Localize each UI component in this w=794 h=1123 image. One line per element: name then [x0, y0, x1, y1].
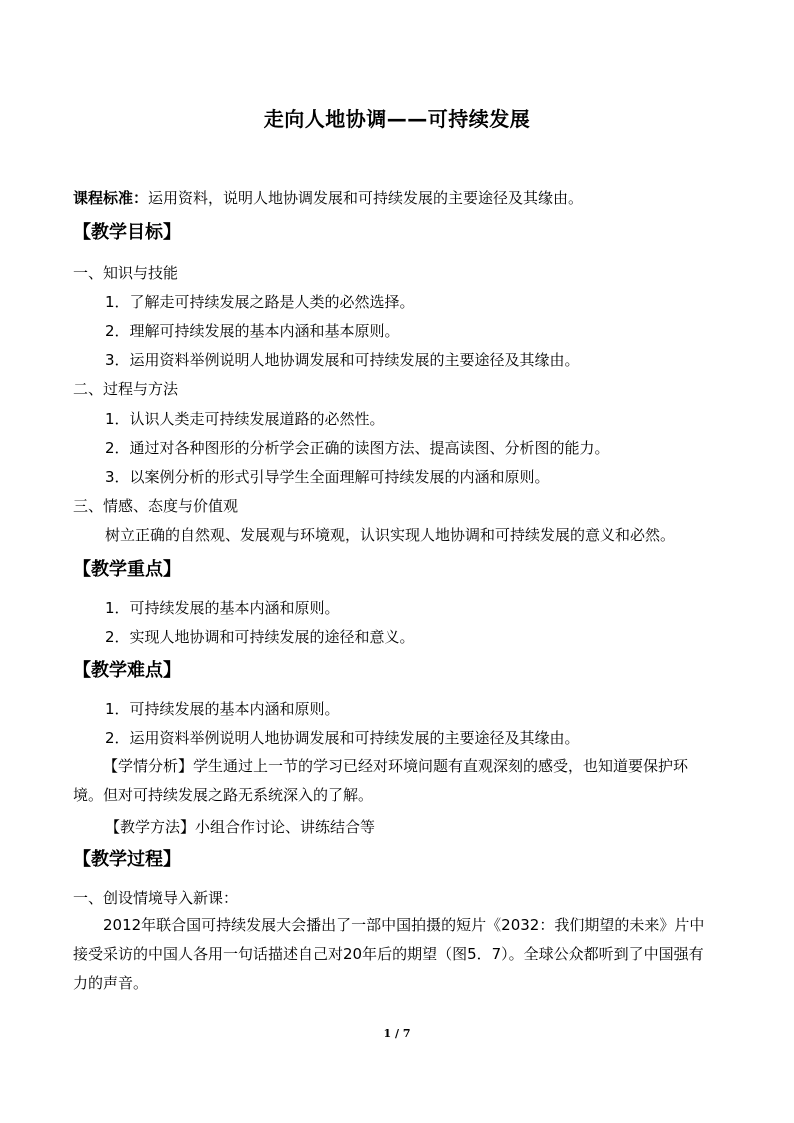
list-item: 2．理解可持续发展的基本内涵和基本原则。: [105, 322, 400, 340]
list-item: 1．可持续发展的基本内涵和原则。: [105, 700, 340, 718]
teaching-method: [105, 816, 375, 837]
section-heading-process: 【教学过程】: [73, 849, 181, 870]
course-standard-text: 运用资料，说明人地协调发展和可持续发展的主要途径及其缘由。: [148, 189, 584, 207]
list-item: 3．运用资料举例说明人地协调发展和可持续发展的主要途径及其缘由。: [105, 351, 580, 369]
section-heading-difficulties: 【教学难点】: [73, 660, 181, 681]
teaching-method-text: 小组合作讨论、讲练结合等: [195, 818, 376, 836]
process-step1-text: 2012年联合国可持续发展大会播出了一部中国拍摄的短片《2032：我们期望的未来》片中接受采访的中国人各用一句话描述自己对20年后的期望（图5．7）。全球公众都听到了中国强有力的声音。: [73, 916, 705, 992]
goals-process-title: 二、过程与方法: [73, 380, 179, 398]
page-number: 1 / 7: [383, 1027, 411, 1040]
list-item: 2．运用资料举例说明人地协调发展和可持续发展的主要途径及其缘由。: [105, 729, 580, 747]
learner-analysis-label: 【学情分析】: [103, 757, 194, 775]
section-heading-goals: 【教学目标】: [73, 222, 181, 243]
goals-knowledge-title: 一、知识与技能: [73, 264, 179, 282]
teaching-method-label: 【教学方法】: [105, 818, 196, 836]
section-heading-key-points: 【教学重点】: [73, 559, 181, 580]
process-step1-title: 一、创设情境导入新课：: [73, 889, 239, 907]
course-standard: [73, 187, 583, 208]
goals-emotion-text: 树立正确的自然观、发展观与环境观，认识实现人地协调和可持续发展的意义和必然。: [105, 526, 676, 544]
list-item: 3．以案例分析的形式引导学生全面理解可持续发展的内涵和原则。: [105, 468, 550, 486]
list-item: 1．了解走可持续发展之路是人类的必然选择。: [105, 293, 415, 311]
list-item: 1．可持续发展的基本内涵和原则。: [105, 599, 340, 617]
list-item: 2．通过对各种图形的分析学会正确的读图方法、提高读图、分析图的能力。: [105, 439, 610, 457]
document-title: 走向人地协调——可持续发展: [263, 107, 531, 131]
list-item: 1．认识人类走可持续发展道路的必然性。: [105, 410, 385, 428]
list-item: 2．实现人地协调和可持续发展的途径和意义。: [105, 628, 415, 646]
learner-analysis-paragraph: [73, 752, 718, 810]
course-standard-label: 课程标准：: [73, 189, 149, 207]
goals-emotion-title: 三、情感、态度与价值观: [73, 497, 239, 515]
learner-analysis-text: 学生通过上一节的学习已经对环境问题有直观深刻的感受，也知道要保护环境。但对可持续发展之路无系统深入的了解。: [73, 757, 689, 804]
